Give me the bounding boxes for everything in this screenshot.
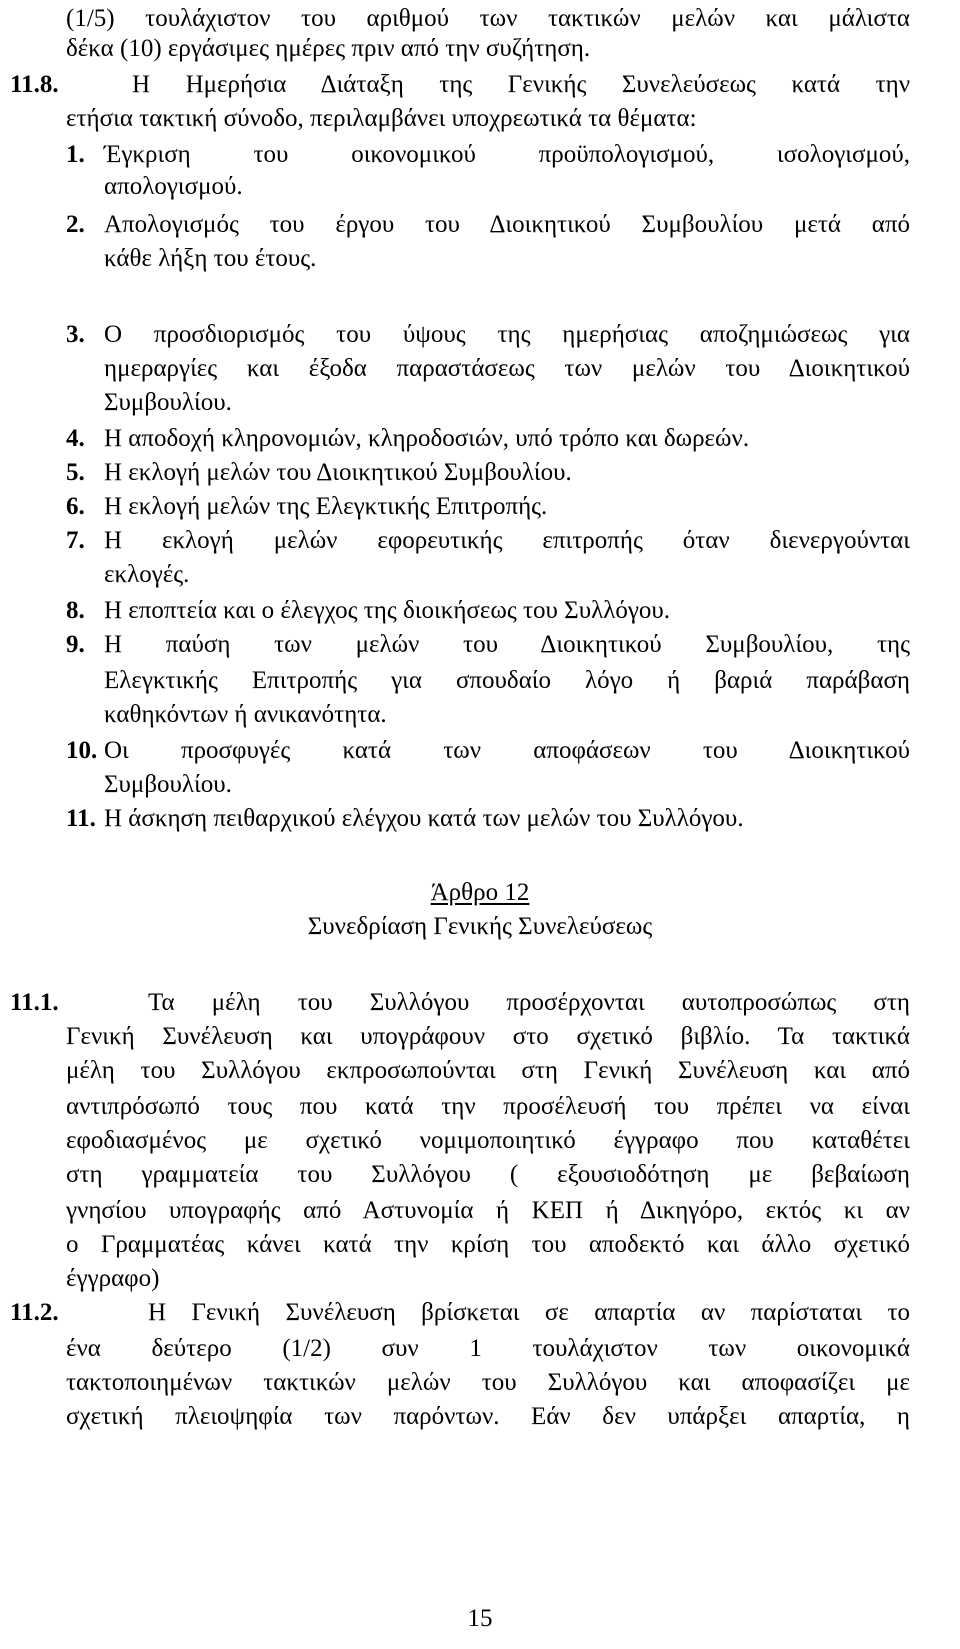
list-item-text: Η εκλογή μελών της Ελεγκτικής Επιτροπής. — [104, 493, 548, 520]
section-text-line: έγγραφο) — [66, 1265, 160, 1292]
section-text-line: στη γραμματεία του Συλλόγου ( εξουσιοδότηση με βεβαίωση — [66, 1161, 910, 1188]
list-item-text: κάθε λήξη του έτους. — [104, 245, 317, 272]
section-text-line: Η Γενική Συνέλευση βρίσκεται σε απαρτία αν παρίσταται το — [148, 1299, 910, 1326]
list-item-number: 4. — [66, 425, 85, 452]
list-item-text: Ελεγκτικής Επιτροπής για σπουδαίο λόγο ή βαριά παράβαση — [104, 667, 910, 694]
section-text-line: Γενική Συνέλευση και υπογράφουν στο σχετικό βιβλίο. Τα τακτικά — [66, 1023, 910, 1050]
list-item-text: Η εποπτεία και ο έλεγχος της διοικήσεως του Συλλόγου. — [104, 597, 671, 624]
article-heading — [0, 878, 960, 908]
list-item-text: καθηκόντων ή ανικανότητα. — [104, 701, 387, 728]
list-item-text: Έγκριση του οικονομικού προϋπολογισμού, ισολογισμού, — [104, 141, 910, 168]
list-item-text: Συμβουλίου. — [104, 389, 232, 416]
section-text-line: μέλη του Συλλόγου εκπροσωπούνται στη Γενική Συνέλευση και από — [66, 1057, 910, 1084]
list-item-text: Η παύση των μελών του Διοικητικού Συμβουλίου, της — [104, 631, 910, 658]
list-item-number: 8. — [66, 597, 85, 624]
section-text-line: Η Ημερήσια Διάταξη της Γενικής Συνελεύσεως κατά την — [132, 71, 910, 98]
section-text-line: τακτοποιημένων τακτικών μελών του Συλλόγου και αποφασίζει με — [66, 1369, 910, 1396]
section-text-line: εφοδιασμένος με σχετικό νομιμοποιητικό έγγραφο που καταθέτει — [66, 1127, 910, 1154]
list-item-number: 7. — [66, 527, 85, 554]
list-item-text: απολογισμού. — [104, 173, 243, 200]
section-text-line: ο Γραμματέας κάνει κατά την κρίση του αποδεκτό και άλλο σχετικό — [66, 1231, 910, 1258]
list-item-text: Απολογισμός του έργου του Διοικητικού Συμβουλίου μετά από — [104, 211, 910, 238]
article-subheading: Συνεδρίαση Γενικής Συνελεύσεως — [307, 913, 653, 940]
section-text-line: ένα δεύτερο (1/2) συν 1 τουλάχιστον των οικονομικά — [66, 1335, 910, 1362]
section-number: 11.1. — [10, 989, 59, 1016]
page-number: 15 — [467, 1605, 493, 1632]
list-item-number: 3. — [66, 321, 85, 348]
list-item-text: Συμβουλίου. — [104, 771, 232, 798]
list-item-text: Η εκλογή μελών εφορευτικής επιτροπής όταν διενεργούνται — [104, 527, 910, 554]
article-heading-text: Άρθρο 12 — [430, 879, 530, 906]
list-item-number: 9. — [66, 631, 85, 658]
intro-line: δέκα (10) εργάσιμες ημέρες πριν από την συζήτηση. — [66, 35, 591, 62]
list-item-text: ημεραργίες και έξοδα παραστάσεως των μελών του Διοικητικού — [104, 355, 910, 382]
list-item-number: 10. — [66, 737, 98, 764]
list-item-number: 6. — [66, 493, 85, 520]
section-text-line: αντιπρόσωπό τους που κατά την προσέλευσή του πρέπει να είναι — [66, 1093, 910, 1120]
section-text-line: γνησίου υπογραφής από Αστυνομία ή ΚΕΠ ή Δικηγόρο, εκτός κι αν — [66, 1197, 910, 1224]
section-text-line: ετήσια τακτική σύνοδο, περιλαμβάνει υποχρεωτικά τα θέματα: — [66, 105, 697, 132]
list-item-number: 11. — [66, 805, 96, 832]
list-item-text: Ο προσδιορισμός του ύψους της ημερήσιας αποζημιώσεως για — [104, 321, 910, 348]
list-item-number: 1. — [66, 141, 85, 168]
section-text-line: σχετική πλειοψηφία των παρόντων. Εάν δεν υπάρξει απαρτία, η — [66, 1403, 910, 1430]
list-item-text: Η άσκηση πειθαρχικού ελέγχου κατά των μελών του Συλλόγου. — [104, 805, 744, 832]
intro-line: (1/5) τουλάχιστον του αριθμού των τακτικών μελών και μάλιστα — [66, 5, 910, 32]
list-item-text: Η εκλογή μελών του Διοικητικού Συμβουλίου. — [104, 459, 572, 486]
section-number: 11.2. — [10, 1299, 59, 1326]
section-number: 11.8. — [10, 71, 59, 98]
list-item-number: 2. — [66, 211, 85, 238]
section-text-line: Τα μέλη του Συλλόγου προσέρχονται αυτοπροσώπως στη — [148, 989, 910, 1016]
list-item-number: 5. — [66, 459, 85, 486]
list-item-text: εκλογές. — [104, 561, 190, 588]
list-item-text: Οι προσφυγές κατά των αποφάσεων του Διοικητικού — [104, 737, 910, 764]
list-item-text: Η αποδοχή κληρονομιών, κληροδοσιών, υπό τρόπο και δωρεών. — [104, 425, 750, 452]
